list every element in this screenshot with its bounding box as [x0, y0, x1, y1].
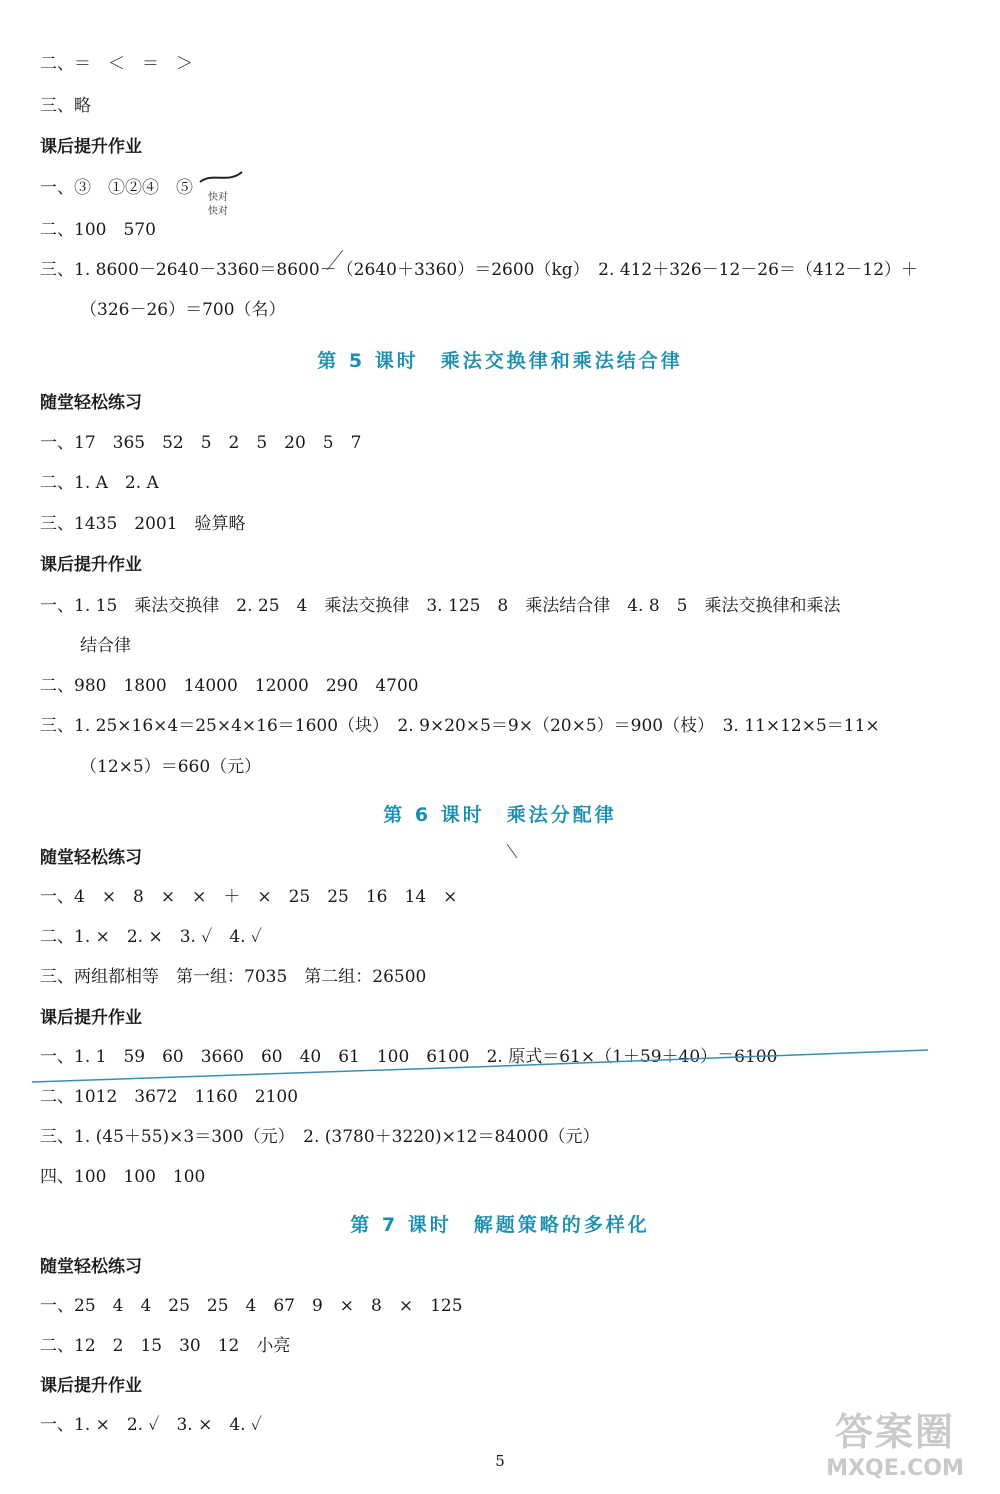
answer-line: 二、＝ ＜ ＝ ＞	[40, 54, 193, 74]
answer-line: 一、1. × 2. ✓ 3. × 4. ✓	[40, 1415, 262, 1435]
answer-line: 二、100 570	[40, 220, 156, 240]
section-subheading: 课后提升作业	[40, 1008, 142, 1028]
answer-line: 三、1. 8600－2640－3360＝8600－（2640＋3360）＝2600（kg） 2. 412＋326－12－26＝（412－12）＋	[40, 260, 919, 280]
section-subheading: 课后提升作业	[40, 137, 142, 157]
page-number: 5	[495, 1452, 505, 1470]
lesson-title: 第 5 课时 乘法交换律和乘法结合律	[317, 350, 683, 372]
answer-line: 一、③ ①②④ ⑤	[40, 178, 193, 198]
pen-stroke-icon	[198, 168, 252, 188]
answer-line: 一、1. 1 59 60 3660 60 40 61 100 6100 2. 原式＝61×（1＋59＋40）＝6100	[40, 1047, 778, 1067]
section-subheading: 随堂轻松练习	[40, 848, 142, 868]
pen-mark-icon	[325, 248, 345, 272]
answer-line: 二、1. × 2. × 3. ✓ 4. ✓	[40, 927, 262, 947]
answer-line: 一、1. 15 乘法交换律 2. 25 4 乘法交换律 3. 125 8 乘法结合律 4. 8 5 乘法交换律和乘法	[40, 596, 841, 616]
answer-line: 三、1435 2001 验算略	[40, 514, 246, 534]
answer-line: 四、100 100 100	[40, 1167, 206, 1187]
watermark-logo: 答案圈 MXQE.COM	[826, 1410, 964, 1481]
lesson-title: 第 6 课时 乘法分配律	[383, 804, 617, 826]
answer-line: 三、略	[40, 96, 91, 116]
answer-line: 二、1012 3672 1160 2100	[40, 1087, 299, 1107]
answer-line: 三、两组都相等 第一组：7035 第二组：26500	[40, 967, 427, 987]
answer-line: 一、17 365 52 5 2 5 20 5 7	[40, 433, 362, 453]
answer-line: 二、12 2 15 30 12 小亮	[40, 1336, 291, 1356]
answer-line: 一、25 4 4 25 25 4 67 9 × 8 × 125	[40, 1296, 463, 1316]
section-subheading: 随堂轻松练习	[40, 1257, 142, 1277]
handwritten-note: 快对 快对	[198, 168, 252, 216]
answer-line: 二、1. A 2. A	[40, 473, 159, 493]
answer-line: （12×5）＝660（元）	[80, 757, 262, 777]
answer-line: 三、1. 25×16×4＝25×4×16＝1600（块） 2. 9×20×5＝9×（20×5）＝900（枝） 3. 11×12×5＝11×	[40, 716, 880, 736]
lesson-title: 第 7 课时 解题策略的多样化	[350, 1214, 650, 1236]
answer-line: （326－26）＝700（名）	[80, 300, 286, 320]
answer-line: 一、4 × 8 × × ＋ × 25 25 16 14 ×	[40, 887, 458, 907]
answer-line: 二、980 1800 14000 12000 290 4700	[40, 676, 419, 696]
answer-line: 结合律	[80, 636, 131, 656]
section-subheading: 课后提升作业	[40, 555, 142, 575]
section-subheading: 随堂轻松练习	[40, 393, 142, 413]
answer-line: 三、1. (45＋55)×3＝300（元） 2. (3780＋3220)×12＝84000（元）	[40, 1127, 600, 1147]
pen-mark-icon	[505, 842, 519, 860]
section-subheading: 课后提升作业	[40, 1376, 142, 1396]
pen-mark-icon	[30, 1046, 930, 1086]
